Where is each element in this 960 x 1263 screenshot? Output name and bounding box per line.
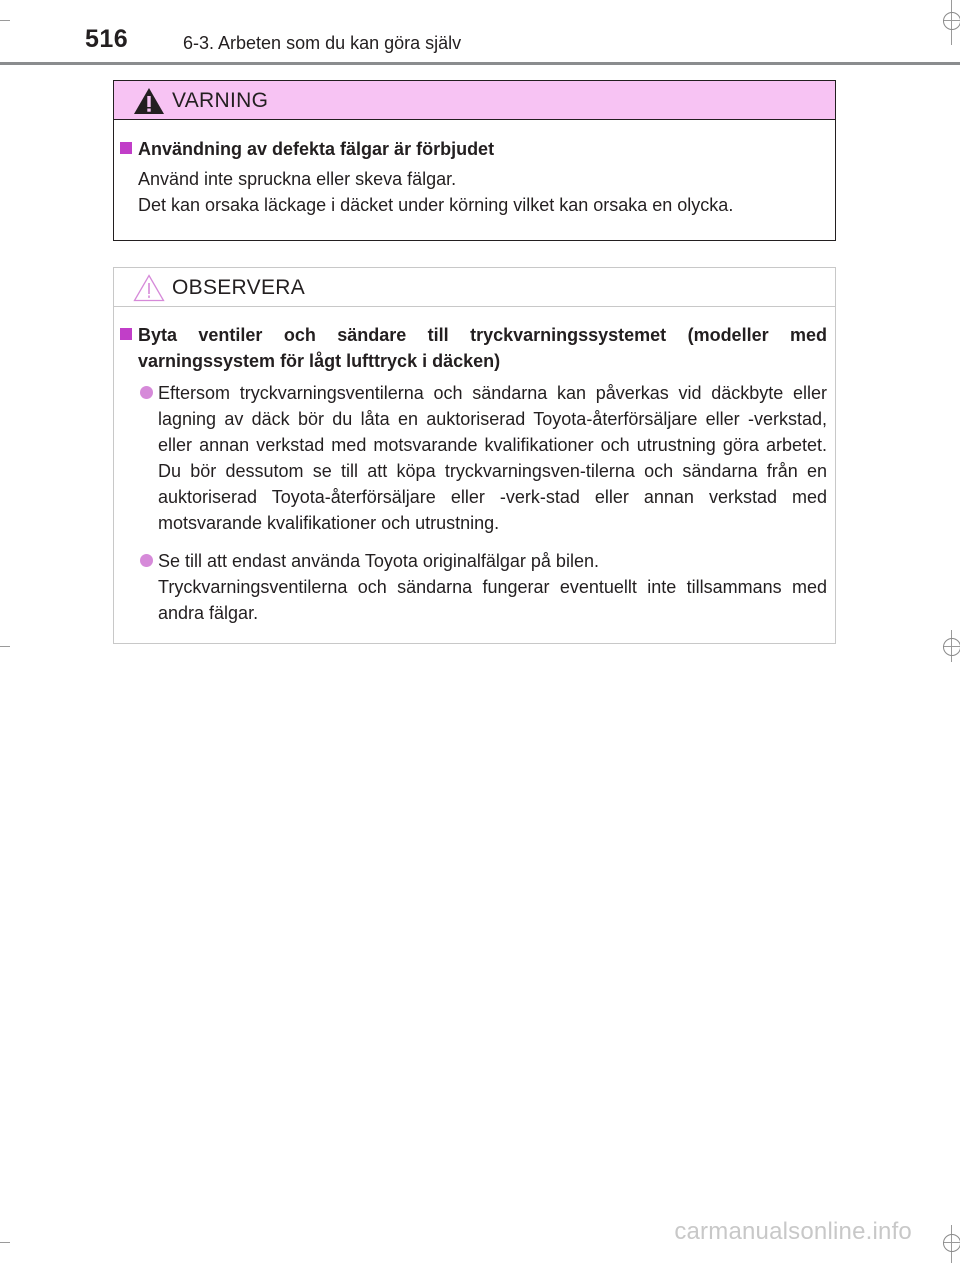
registration-circle — [943, 638, 960, 656]
notice-box — [113, 267, 836, 644]
warning-header — [114, 81, 835, 120]
registration-circle — [943, 12, 960, 30]
warning-triangle-icon — [133, 87, 165, 115]
round-bullet-icon — [140, 386, 153, 399]
notice-bullet-item: Eftersom tryckvarningsventilerna och sändarna kan påverkas vid däckbyte eller lagning av däck bör du låta en auktoriserad Toyota-återförsäljare eller -verkstad, eller annan verkstad med motsvarande kvalifikationer och utrustning göra arbetet. Du bör dessutom se till att köpa tryckvarningsven-tilerna och sändarna från en auktoriserad Toyota-återförsäljare eller -verk-stad eller annan verkstad med motsvarande kvalifikationer och utrustning. — [138, 380, 827, 536]
crop-mark — [0, 20, 10, 21]
registration-circle — [943, 1234, 960, 1252]
round-bullet-icon — [140, 554, 153, 567]
square-bullet-icon — [120, 328, 132, 340]
notice-triangle-icon — [133, 274, 165, 302]
section-title: 6-3. Arbeten som du kan göra själv — [183, 33, 462, 53]
notice-body — [114, 307, 835, 626]
notice-label: OBSERVERA — [172, 276, 306, 299]
warning-label: VARNING — [172, 89, 269, 112]
warning-box — [113, 80, 836, 241]
warning-text-line: Det kan orsaka läckage i däcket under körning vilket kan orsaka en olycka. — [138, 195, 734, 215]
notice-header — [114, 268, 835, 307]
warning-heading: Användning av defekta fälgar är förbjudet — [138, 136, 827, 162]
page-number: 516 — [85, 25, 129, 53]
warning-text-line: Använd inte spruckna eller skeva fälgar. — [138, 169, 457, 189]
header-rule — [0, 62, 960, 65]
notice-heading: Byta ventiler och sändare till tryckvarningssystemet (modeller med varningssystem för lågt lufttryck i däcken) — [138, 322, 827, 374]
watermark: carmanualsonline.info — [674, 1218, 912, 1245]
square-bullet-icon — [120, 142, 132, 154]
crop-mark — [0, 646, 10, 647]
crop-mark — [0, 1242, 10, 1243]
warning-body — [114, 120, 835, 218]
notice-bullet-item: Se till att endast använda Toyota originalfälgar på bilen. Tryckvarningsventilerna och sändarna fungerar eventuellt inte tillsammans med andra fälgar. — [138, 548, 827, 626]
